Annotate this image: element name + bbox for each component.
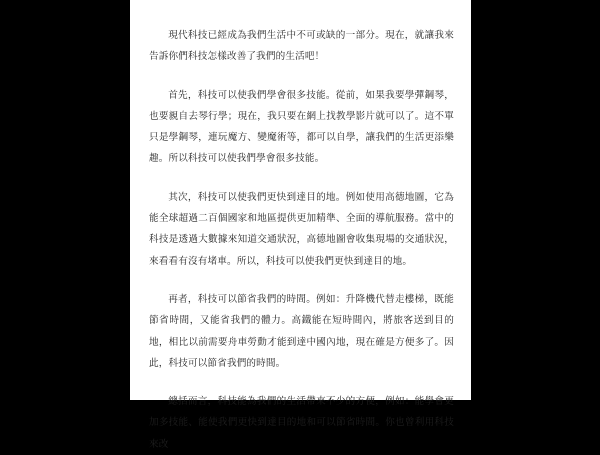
paragraph-conclusion: 總括而言，科技能為我們的生活帶來不少的方便，例如：能學會更加多技能、能使我們更快到達目的地和可以節省時間。你也曾利用科技來改	[149, 396, 454, 450]
paragraph-navigation: 其次，科技可以使我們更快到達目的地。例如使用高德地圖，它為能全球超過二百個國家和地區提供更加精準、全面的導航服務。當中的科技是透過大數據來知道交通狀況，高德地圖會收集現場的交通狀況，來看看有沒有堵車。所以，科技可以使我們更快到達目的地。	[149, 191, 454, 267]
document-page	[130, 0, 471, 450]
paragraph-intro: 現代科技已經成為我們生活中不可或缺的一部分。現在，就讓我來告訴你們科技怎樣改善了我們的生活吧！	[149, 30, 454, 63]
paragraph-skills: 首先，科技可以使我們學會很多技能。從前，如果我要學彈鋼琴，也要親自去琴行學；現在，我只要在網上找教學影片就可以了。這不單只是學鋼琴，連玩魔方、變魔術等，都可以自學，讓我們的生活更添樂趣。所以科技可以使我們學會很多技能。	[149, 89, 454, 165]
paragraph-time-saving: 再者，科技可以節省我們的時間。例如：升降機代替走樓梯，既能節省時間，又能省我們的體力。高鐵能在短時間內，將旅客送到目的地，相比以前需要舟車勞動才能到達中國內地，現在確是方便多了。因此，科技可以節省我們的時間。	[149, 293, 454, 369]
essay-body	[149, 25, 454, 455]
